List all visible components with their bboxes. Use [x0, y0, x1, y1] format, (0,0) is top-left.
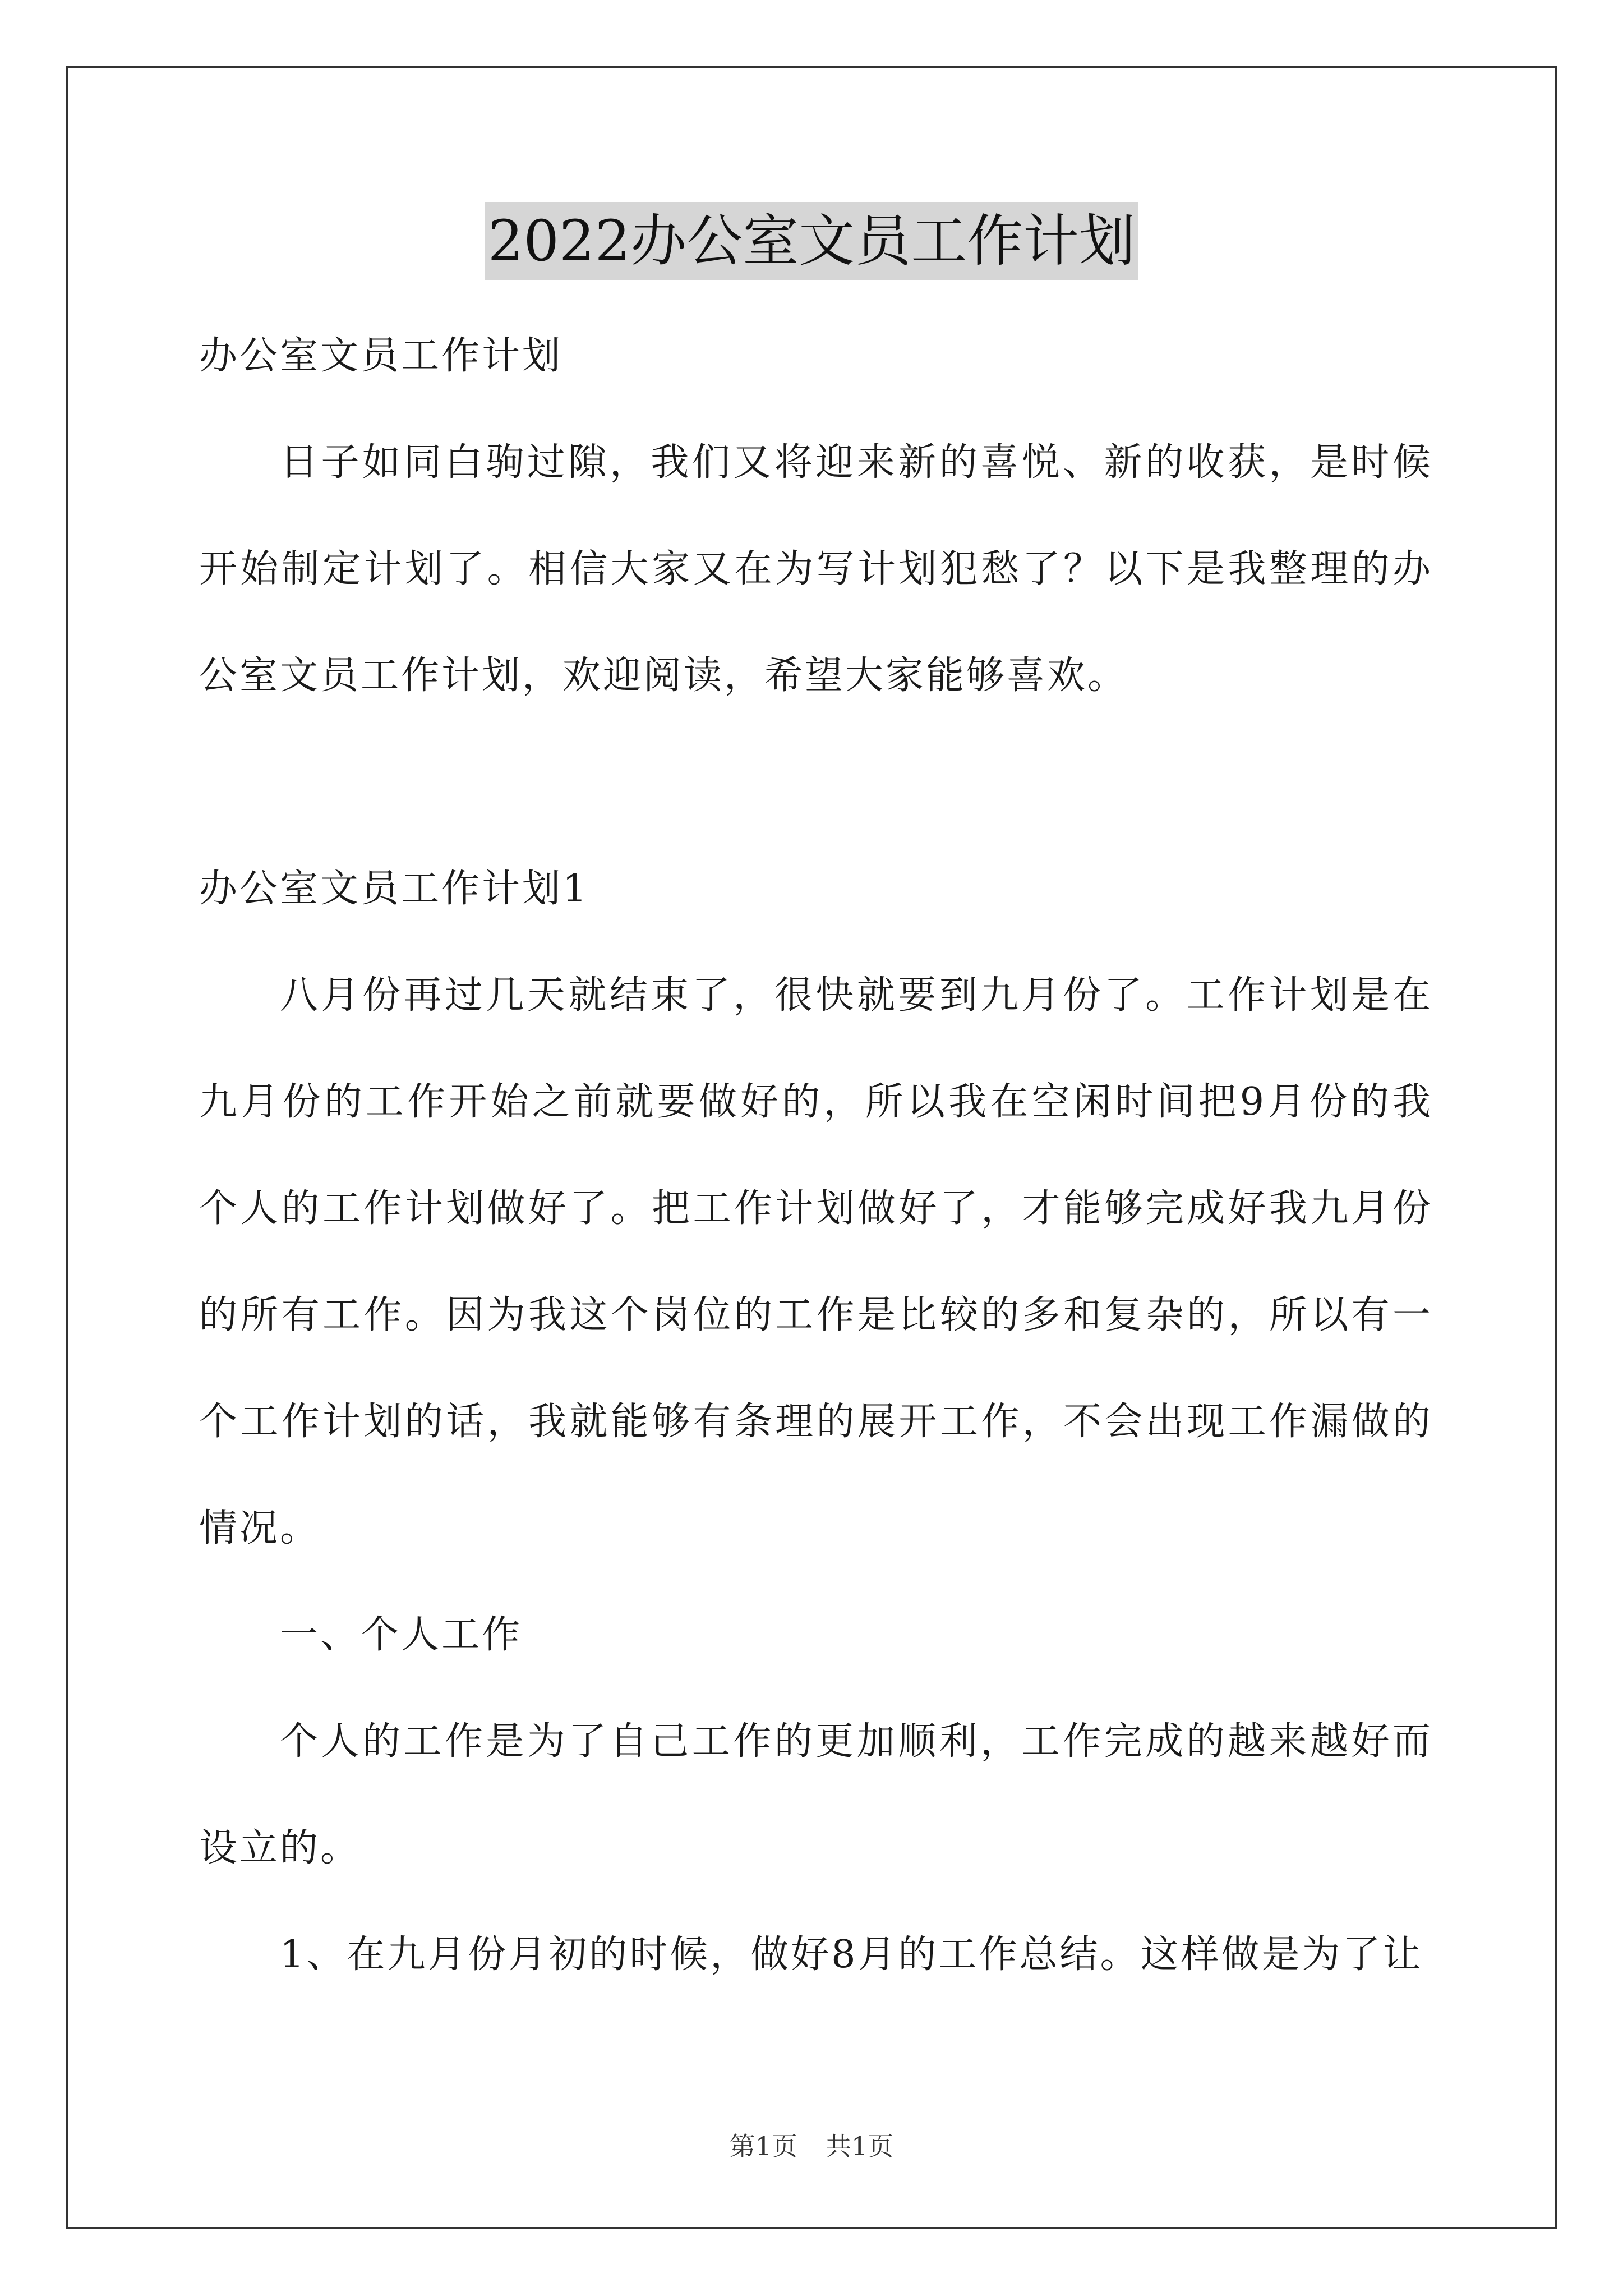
document-title: 2022办公室文员工作计划 [485, 202, 1139, 280]
section-heading: 办公室文员工作计划1 [199, 867, 589, 911]
section-paragraph: 八月份再过几天就结束了，很快就要到九月份了。工作计划是在九月份的工作开始之前就要做好的，所以我在空闲时间把9月份的我个人的工作计划做好了。把工作计划做好了，才能够完成好我九月份的所有工作。因为我这个岗位的工作是比较的多和复杂的，所以有一个工作计划的话，我就能够有条理的展开工作，不会出现工作漏做的情况。 [199, 973, 1433, 1550]
item-paragraph: 个人的工作是为了自己工作的更加顺利，工作完成的越来越好而设立的。 [199, 1719, 1433, 1870]
paragraph-gap [199, 729, 1433, 836]
page-footer [0, 2126, 1623, 2163]
intro-paragraph: 日子如同白驹过隙，我们又将迎来新的喜悦、新的收获，是时候开始制定计划了。相信大家又在为写计划犯愁了？以下是我整理的办公室文员工作计划，欢迎阅读，希望大家能够喜欢。 [199, 440, 1433, 698]
numbered-paragraph: 1、在九月份月初的时候，做好8月的工作总结。这样做是为了让 [280, 1932, 1423, 1977]
title-container [0, 202, 1623, 280]
page-total: 共1页 [826, 2131, 894, 2161]
item-heading: 一、个人工作 [280, 1613, 523, 1657]
page-number: 第1页 [729, 2131, 797, 2161]
document-body [199, 303, 1433, 2008]
document-subtitle: 办公室文员工作计划 [199, 334, 563, 378]
